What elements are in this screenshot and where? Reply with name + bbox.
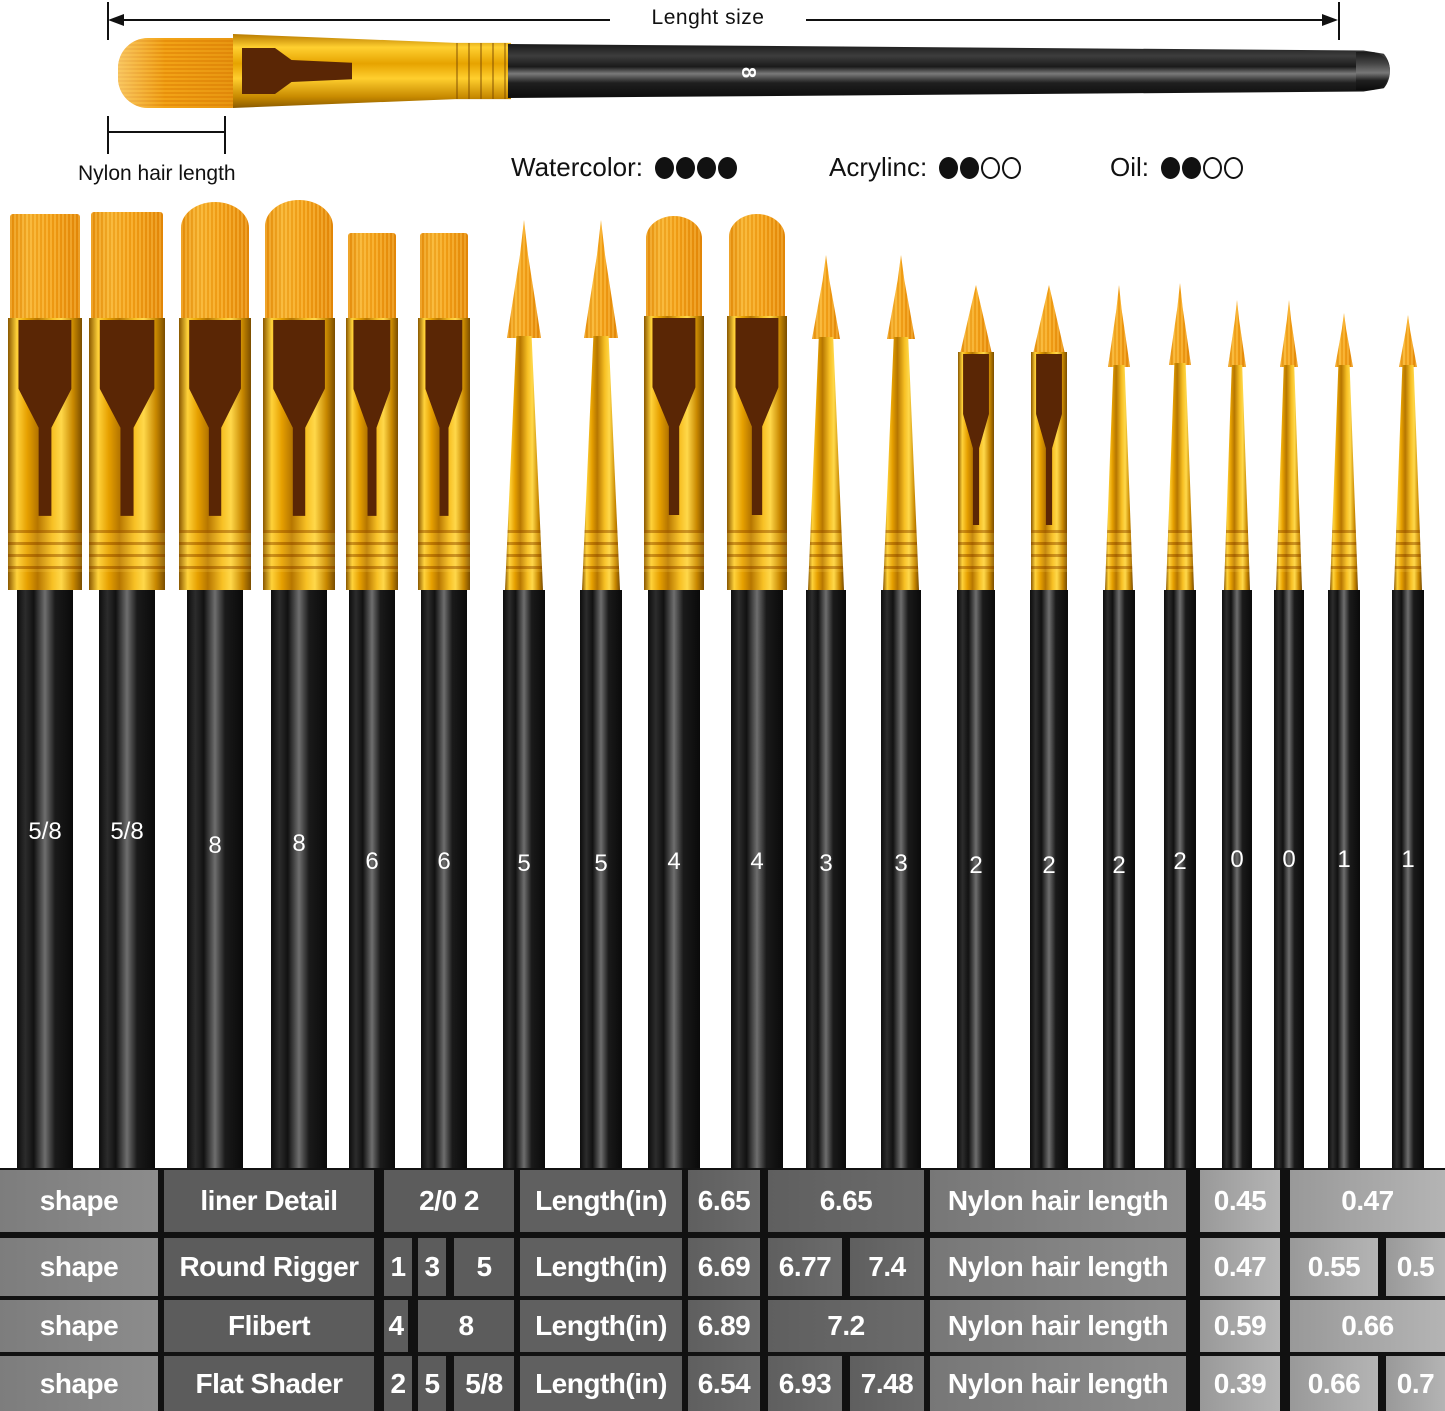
length-value-cell: 6.93 [768,1356,842,1411]
brush-shape-name-cell: Round Rigger [164,1238,374,1296]
brush-round [497,0,551,1170]
nylon-label-cell: Nylon hair length [930,1170,1186,1232]
brush-ferrule [1330,365,1358,590]
brush-hair [960,285,992,354]
brush-flat [340,0,404,1170]
brush-crimp [727,530,787,572]
shape-label-cell: shape [0,1356,158,1411]
nylon-value-cell: 0.47 [1200,1238,1280,1296]
size-cell: 5 [418,1356,446,1411]
brush-liner [1024,0,1074,1170]
brush-handle [1328,590,1360,1170]
length-value-cell: 6.65 [688,1170,760,1232]
brush-round [1386,0,1430,1170]
brush-handle [271,590,327,1170]
brush-hair [1033,285,1065,354]
length-value-cell: 6.69 [688,1238,760,1296]
length-value-cell: 6.65 [768,1170,924,1232]
brush-ferrule-inner [652,318,695,515]
brush-handle [580,590,622,1170]
brush-shape-name-cell: Flibert [164,1300,374,1352]
brush-ferrule [1166,363,1194,590]
brush-flat [2,0,88,1170]
brush-ferrule [582,336,620,590]
nylon-value-cell: 0.7 [1386,1356,1445,1411]
brush-round [800,0,852,1170]
brush-size-label: 0 [1282,846,1296,873]
length-label-cell: Length(in) [520,1238,682,1296]
length-size-label: Lenght size [651,6,765,29]
brush-ferrule [346,318,398,590]
brush-size-label: 5 [594,850,608,877]
brush-ferrule [644,316,704,590]
brush-hair [729,214,785,318]
brush-crimp [1276,530,1302,572]
rating-label: Watercolor: [511,152,643,182]
size-cell: 2 [384,1356,412,1411]
brush-ferrule [1276,365,1302,590]
brush-ferrule-inner [353,320,390,516]
nylon-value-cell: 0.55 [1290,1238,1378,1296]
shape-label-cell: shape [0,1238,158,1296]
brush-size-label: 8 [292,830,306,857]
brush-crimp [808,530,844,572]
brush-hair [1169,283,1191,365]
brush-handle [1164,590,1196,1170]
brush-ferrule [1224,365,1250,590]
brush-hair [887,255,915,339]
brush-hair [584,220,618,338]
brush-flat [412,0,476,1170]
length-value-cell: 6.54 [688,1356,760,1411]
brush-ferrule-inner [189,320,241,516]
brush-hair [1335,313,1353,367]
brush-crimp [263,530,335,572]
brush-crimp [346,530,398,572]
brush-size-label: 4 [750,848,764,875]
length-value-cell: 7.48 [850,1356,924,1411]
brush-hair [181,202,249,320]
brush-ferrule [727,316,787,590]
nylon-value-cell: 0.39 [1200,1356,1280,1411]
brush-crimp [1330,530,1358,572]
brush-handle [806,590,846,1170]
brush-handle [1274,590,1304,1170]
brush-ferrule [263,318,335,590]
brush-crimp [179,530,251,572]
size-cell: 5/8 [454,1356,514,1411]
length-value-cell: 6.77 [768,1238,842,1296]
brush-hair [1399,315,1417,367]
size-cell: 4 [384,1300,408,1352]
brush-ferrule-inner [273,320,325,516]
brush-filbert [173,0,257,1170]
brush-ferrule-inner [963,354,989,525]
rating-label: Oil: [1110,152,1149,182]
brush-handle [1030,590,1068,1170]
brush-size-label: 2 [1173,848,1187,875]
brush-hair [1280,300,1298,367]
size-cell: 8 [418,1300,514,1352]
length-label-cell: Length(in) [520,1300,682,1352]
brush-round [1322,0,1366,1170]
brush-shape-name-cell: Flat Shader [164,1356,374,1411]
nylon-value-cell: 0.66 [1290,1300,1445,1352]
brush-size-label: 1 [1337,846,1351,873]
brush-liner [951,0,1001,1170]
nylon-value-cell: 0.5 [1386,1238,1445,1296]
nylon-label-cell: Nylon hair length [930,1356,1186,1411]
shape-label-cell: shape [0,1170,158,1232]
brush-handle [349,590,395,1170]
brush-handle [957,590,995,1170]
brush-size-label: 3 [819,850,833,877]
brush-ferrule [883,337,919,590]
brush-hair [507,220,541,338]
size-cell: 2/0 2 [384,1170,514,1232]
sample-brush-size: 8 [737,66,760,79]
brush-handle [1392,590,1424,1170]
brush-round [1158,0,1202,1170]
length-value-cell: 7.4 [850,1238,924,1296]
brush-size-label: 2 [969,852,983,879]
brush-ferrule [89,318,165,590]
brush-crimp [958,530,994,572]
nylon-value-cell: 0.47 [1290,1170,1445,1232]
size-cell: 3 [418,1238,446,1296]
brush-ferrule [179,318,251,590]
brush-handle [421,590,467,1170]
brush-crimp [1394,530,1422,572]
brush-hair [1108,285,1130,367]
brush-ferrule [1105,365,1133,590]
nylon-value-cell: 0.66 [1290,1356,1378,1411]
brush-crimp [582,530,620,572]
brush-filbert [721,0,793,1170]
length-label-cell: Length(in) [520,1356,682,1411]
brush-ferrule [418,318,470,590]
brush-crimp [1224,530,1250,572]
size-cell: 1 [384,1238,412,1296]
brush-size-label: 5 [517,850,531,877]
brush-ferrule [1031,352,1067,590]
brush-round [1268,0,1310,1170]
brush-handle [881,590,921,1170]
shape-label-cell: shape [0,1300,158,1352]
brush-size-label: 6 [365,848,379,875]
brush-crimp [89,530,165,572]
brush-crimp [1105,530,1133,572]
brush-size-label: 3 [894,850,908,877]
brush-handle [648,590,700,1170]
brush-ferrule [1394,365,1422,590]
brush-hair [265,200,333,320]
brush-handle [187,590,243,1170]
brush-size-label: 2 [1112,852,1126,879]
brush-size-label: 1 [1401,846,1415,873]
brush-handle [1222,590,1252,1170]
nylon-label-cell: Nylon hair length [930,1238,1186,1296]
brush-hair [10,214,80,320]
brush-ferrule [808,337,844,590]
brush-ferrule-inner [100,320,155,516]
brush-shape-name-cell: liner Detail [164,1170,374,1232]
empty-dot-icon [1002,157,1021,179]
rating-label: Acrylinc: [829,152,928,182]
nylon-label-cell: Nylon hair length [930,1300,1186,1352]
brush-crimp [505,530,543,572]
brush-size-label: 2 [1042,852,1056,879]
brush-crimp [1166,530,1194,572]
brush-size-label: 4 [667,848,681,875]
brush-size-label: 5/8 [28,818,62,845]
brush-size-label: 0 [1230,846,1244,873]
length-value-cell: 7.2 [768,1300,924,1352]
brush-handle [17,590,73,1170]
brush-size-label: 5/8 [110,818,144,845]
spec-table [0,1168,1445,1411]
nylon-value-cell: 0.59 [1200,1300,1280,1352]
brush-filbert [638,0,710,1170]
brush-round [1216,0,1258,1170]
brush-flat [83,0,171,1170]
brush-round [1097,0,1141,1170]
brush-crimp [644,530,704,572]
brush-filbert [257,0,341,1170]
brush-hair [646,216,702,318]
brush-ferrule-inner [1036,354,1062,525]
brush-crimp [8,530,82,572]
brush-ferrule [8,318,82,590]
brush-size-label: 8 [208,832,222,859]
brush-handle [99,590,155,1170]
brush-crimp [1031,530,1067,572]
nylon-hair-length-label: Nylon hair length [78,162,236,185]
brush-hair [420,233,468,320]
brush-hair [348,233,396,320]
brush-ferrule-inner [425,320,462,516]
nylon-value-cell: 0.45 [1200,1170,1280,1232]
brush-handle [731,590,783,1170]
brush-round [875,0,927,1170]
brush-hair [1228,300,1246,367]
brush-crimp [883,530,919,572]
brush-handle [503,590,545,1170]
brush-round [574,0,628,1170]
brush-hair [91,212,163,320]
length-label-cell: Length(in) [520,1170,682,1232]
brush-crimp [418,530,470,572]
brush-ferrule [958,352,994,590]
brush-ferrule-inner [735,318,778,515]
brush-ferrule-inner [18,320,71,516]
length-value-cell: 6.89 [688,1300,760,1352]
brush-size-label: 6 [437,848,451,875]
brush-handle [1103,590,1135,1170]
brush-hair [812,255,840,339]
size-cell: 5 [454,1238,514,1296]
brush-ferrule [505,336,543,590]
